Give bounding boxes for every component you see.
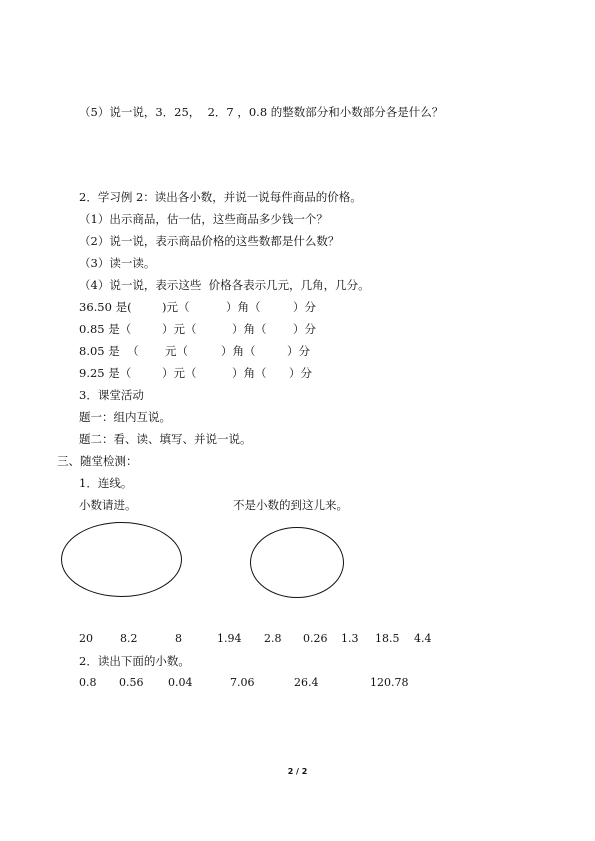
example-2-step-4: （4）说一说，表示这些 价格各表示几元，几角，几分。: [79, 278, 370, 292]
example-2-step-1: （1）出示商品，估一估，这些商品多少钱一个？: [79, 212, 328, 226]
list-item: 7.06: [230, 676, 255, 689]
price-row-yuan: ）元（: [162, 366, 197, 380]
price-row-jiao: ）角（: [221, 344, 256, 358]
price-row-yuan: )元（: [162, 300, 190, 314]
list-item: 1.94: [217, 632, 242, 645]
price-row-number: 9.25 是（: [79, 366, 132, 380]
list-item: 1.3: [341, 632, 359, 645]
price-row-jiao: ）角（: [226, 300, 261, 314]
list-item: 0.56: [119, 676, 144, 689]
list-item: 2.8: [264, 632, 282, 645]
price-row-yuan: 元（: [165, 344, 188, 358]
non-decimal-box-label: 不是小数的到这儿来。: [233, 498, 348, 512]
price-row-fen: ）分: [293, 300, 316, 314]
price-row-jiao: ）角（: [232, 322, 267, 336]
activity-task-2: 题二：看、读、填写、并说一说。: [79, 432, 252, 446]
list-item: 8: [175, 632, 182, 645]
activity-heading: 3．课堂活动: [79, 388, 144, 402]
example-2-heading: 2．学习例 2：读出各小数，并说一说每件商品的价格。: [79, 190, 362, 204]
price-row-number: 0.85 是（: [79, 322, 132, 336]
list-item: 20: [79, 632, 93, 645]
section-heading: 三、随堂检测：: [57, 454, 138, 468]
decimal-oval: [61, 522, 182, 597]
price-row-fen: ）分: [293, 322, 316, 336]
example-2-step-3: （3）读一读。: [79, 256, 156, 270]
check-question-1: 1．连线。: [79, 476, 133, 490]
decimal-box-label: 小数请进。: [79, 498, 137, 512]
list-item: 26.4: [294, 676, 319, 689]
list-item: 18.5: [375, 632, 400, 645]
list-item: 0.8: [79, 676, 97, 689]
page-number: 2 / 2: [287, 767, 308, 776]
question-5: （5）说一说，3．25， 2．7 ，0.8 的整数部分和小数部分各是什么？: [79, 105, 444, 119]
non-decimal-oval: [250, 527, 344, 598]
price-row-fen: ）分: [289, 366, 312, 380]
list-item: 8.2: [120, 632, 138, 645]
price-row-yuan: ）元（: [162, 322, 197, 336]
price-row-jiao: ）角（: [232, 366, 267, 380]
activity-task-1: 题一：组内互说。: [79, 410, 171, 424]
list-item: 4.4: [414, 632, 432, 645]
check-question-2: 2．读出下面的小数。: [79, 654, 190, 668]
price-row-number: 36.50 是(: [79, 300, 132, 314]
list-item: 0.04: [168, 676, 193, 689]
price-row-number: 8.05 是 （: [79, 344, 139, 358]
list-item: 0.26: [303, 632, 328, 645]
list-item: 120.78: [370, 676, 409, 689]
price-row-fen: ）分: [287, 344, 310, 358]
example-2-step-2: （2）说一说，表示商品价格的这些数都是什么数？: [79, 234, 340, 248]
